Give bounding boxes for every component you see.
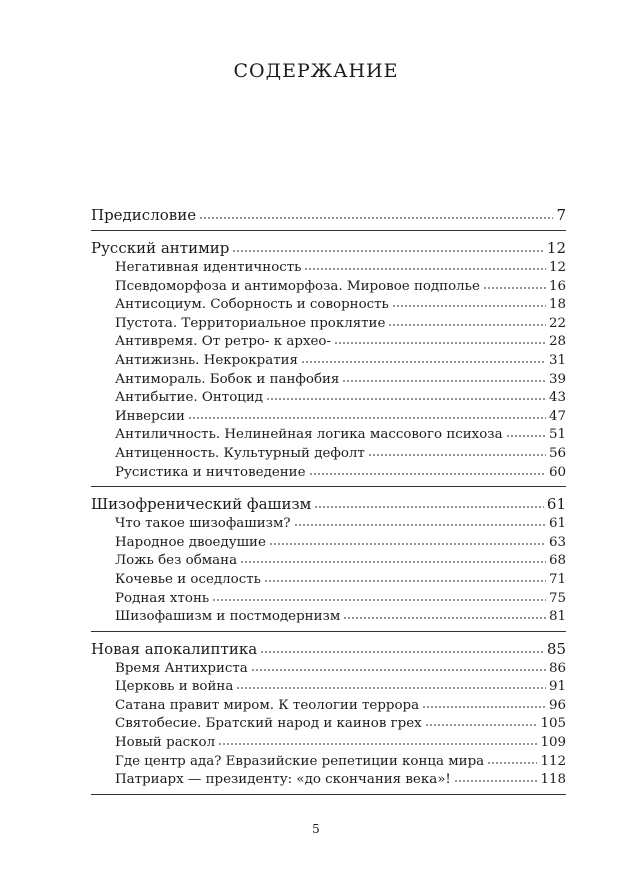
toc-entry[interactable] xyxy=(91,464,566,483)
dot-leader xyxy=(301,361,546,363)
dot-leader xyxy=(294,524,546,526)
toc-section xyxy=(91,494,566,632)
toc-entry-page: 68 xyxy=(548,553,566,569)
toc-entry-page: 39 xyxy=(548,371,566,387)
toc-entry[interactable] xyxy=(91,608,566,627)
toc-entry[interactable] xyxy=(91,697,566,716)
toc-entry-page: 96 xyxy=(548,697,566,713)
toc-section xyxy=(91,639,566,795)
toc-heading: СОДЕРЖАНИЕ xyxy=(233,60,399,82)
toc-entry-page: 56 xyxy=(548,445,566,461)
toc-entry-title: Кочевье и оседлость xyxy=(115,571,261,587)
toc-chapter-title: Русский антимир xyxy=(91,239,230,257)
dot-leader xyxy=(454,780,538,782)
toc-entry-page: 86 xyxy=(548,660,566,676)
toc-entry[interactable] xyxy=(91,571,566,590)
dot-leader xyxy=(260,651,544,653)
toc-entry[interactable] xyxy=(91,296,566,315)
toc-entry-page: 63 xyxy=(548,534,566,550)
toc-entry[interactable] xyxy=(91,315,566,334)
toc-entry[interactable] xyxy=(91,352,566,371)
dot-leader xyxy=(422,706,546,708)
toc-chapter-title: Предисловие xyxy=(91,206,197,224)
toc-entry[interactable] xyxy=(91,552,566,571)
toc-entry[interactable] xyxy=(91,408,566,427)
toc-chapter-page: 12 xyxy=(546,239,566,257)
toc-entry-title: Антибытие. Онтоцид xyxy=(115,390,264,406)
toc-entry[interactable] xyxy=(91,278,566,297)
dot-leader xyxy=(392,305,546,307)
toc-entry-title: Русистика и ничтоведение xyxy=(115,464,306,480)
dot-leader xyxy=(334,342,546,344)
toc-entry-title: Антимораль. Бобок и панфобия xyxy=(115,371,340,387)
toc-entry-page: 81 xyxy=(548,609,566,625)
toc-entry-title: Сатана правит миром. К теологии террора xyxy=(115,697,420,713)
toc-entry[interactable] xyxy=(91,753,566,772)
toc-entry-page: 31 xyxy=(548,352,566,368)
toc-chapter[interactable] xyxy=(91,494,566,515)
toc-entry-page: 28 xyxy=(548,334,566,350)
toc-entry[interactable] xyxy=(91,534,566,553)
dot-leader xyxy=(212,599,546,601)
toc-entry-page: 105 xyxy=(540,716,566,732)
toc-entry-title: Антижизнь. Некрократия xyxy=(115,352,298,368)
toc-entry[interactable] xyxy=(91,715,566,734)
dot-leader xyxy=(309,473,546,475)
toc-entry[interactable] xyxy=(91,259,566,278)
toc-entry-page: 91 xyxy=(548,679,566,695)
toc-entry[interactable] xyxy=(91,734,566,753)
toc-entry-title: Где центр ада? Евразийские репетиции конца мира xyxy=(115,753,485,769)
toc-entry[interactable] xyxy=(91,445,566,464)
toc-entry-title: Антиценность. Культурный дефолт xyxy=(115,445,365,461)
dot-leader xyxy=(188,417,546,419)
toc-entry-page: 43 xyxy=(548,390,566,406)
toc-chapter-page: 61 xyxy=(546,495,566,514)
toc-entry-page: 109 xyxy=(540,735,566,751)
toc-entry-page: 75 xyxy=(548,590,566,606)
dot-leader xyxy=(304,268,545,270)
table-of-contents xyxy=(91,205,566,802)
toc-entry-title: Что такое шизофашизм? xyxy=(115,516,291,532)
dot-leader xyxy=(251,669,546,671)
toc-entry-page: 18 xyxy=(548,297,566,313)
toc-chapter-title: Шизофренический фашизм xyxy=(91,495,312,514)
dot-leader xyxy=(425,724,538,726)
toc-entry-title: Родная хтонь xyxy=(115,590,210,606)
dot-leader xyxy=(388,324,546,326)
toc-entry-page: 112 xyxy=(540,753,566,769)
toc-chapter-title: Новая апокалиптика xyxy=(91,639,258,658)
toc-chapter-page: 85 xyxy=(546,639,566,658)
dot-leader xyxy=(199,217,553,219)
toc-entry[interactable] xyxy=(91,389,566,408)
dot-leader xyxy=(487,762,537,764)
dot-leader xyxy=(218,743,537,745)
toc-entry-page: 71 xyxy=(548,571,566,587)
toc-entry-title: Новый раскол xyxy=(115,735,216,751)
toc-entry-page: 22 xyxy=(548,315,566,331)
dot-leader xyxy=(266,398,546,400)
dot-leader xyxy=(506,435,546,437)
toc-entry-title: Псевдоморфоза и антиморфоза. Мировое подполье xyxy=(115,278,480,294)
toc-section xyxy=(91,238,566,487)
dot-leader xyxy=(483,287,546,289)
toc-entry-page: 61 xyxy=(548,516,566,532)
toc-entry[interactable] xyxy=(91,371,566,390)
toc-entry[interactable] xyxy=(91,426,566,445)
toc-chapter[interactable] xyxy=(91,205,566,226)
toc-entry[interactable] xyxy=(91,590,566,609)
dot-leader xyxy=(236,687,546,689)
dot-leader xyxy=(368,454,546,456)
dot-leader xyxy=(232,250,544,252)
toc-entry-page: 12 xyxy=(548,260,566,275)
toc-entry-title: Антисоциум. Соборность и соворность xyxy=(115,297,389,313)
toc-entry-title: Церковь и война xyxy=(115,679,234,695)
toc-entry-title: Время Антихриста xyxy=(115,660,248,676)
page-number: 5 xyxy=(312,822,320,836)
toc-entry[interactable] xyxy=(91,678,566,697)
toc-chapter-page: 7 xyxy=(556,206,566,224)
toc-entry-page: 16 xyxy=(548,278,566,294)
toc-entry-title: Ложь без обмана xyxy=(115,553,238,569)
toc-chapter[interactable] xyxy=(91,238,566,259)
dot-leader xyxy=(269,543,546,545)
dot-leader xyxy=(343,617,546,619)
dot-leader xyxy=(240,561,546,563)
dot-leader xyxy=(342,380,546,382)
toc-entry[interactable] xyxy=(91,660,566,679)
toc-entry-page: 51 xyxy=(548,427,566,443)
toc-entry-title: Негативная идентичность xyxy=(115,260,302,275)
dot-leader xyxy=(314,506,544,508)
toc-entry[interactable] xyxy=(91,333,566,352)
toc-entry[interactable] xyxy=(91,771,566,790)
toc-entry-title: Антиличность. Нелинейная логика массового психоза xyxy=(115,427,503,443)
toc-entry-title: Пустота. Территориальное проклятие xyxy=(115,315,386,331)
toc-entry-title: Шизофашизм и постмодернизм xyxy=(115,609,341,625)
toc-entry-title: Святобесие. Братский народ и каинов грех xyxy=(115,716,422,732)
toc-entry-title: Инверсии xyxy=(115,408,185,424)
toc-chapter[interactable] xyxy=(91,639,566,660)
toc-entry-title: Антивремя. От ретро- к архео- xyxy=(115,334,332,350)
toc-entry-page: 118 xyxy=(540,772,566,788)
toc-entry-title: Народное двоедушие xyxy=(115,534,266,550)
toc-entry-title: Патриарх — президенту: «до скончания века»! xyxy=(115,772,451,788)
toc-entry-page: 47 xyxy=(548,408,566,424)
dot-leader xyxy=(264,580,546,582)
toc-section xyxy=(91,205,566,231)
toc-entry[interactable] xyxy=(91,515,566,534)
toc-entry-page: 60 xyxy=(548,464,566,480)
